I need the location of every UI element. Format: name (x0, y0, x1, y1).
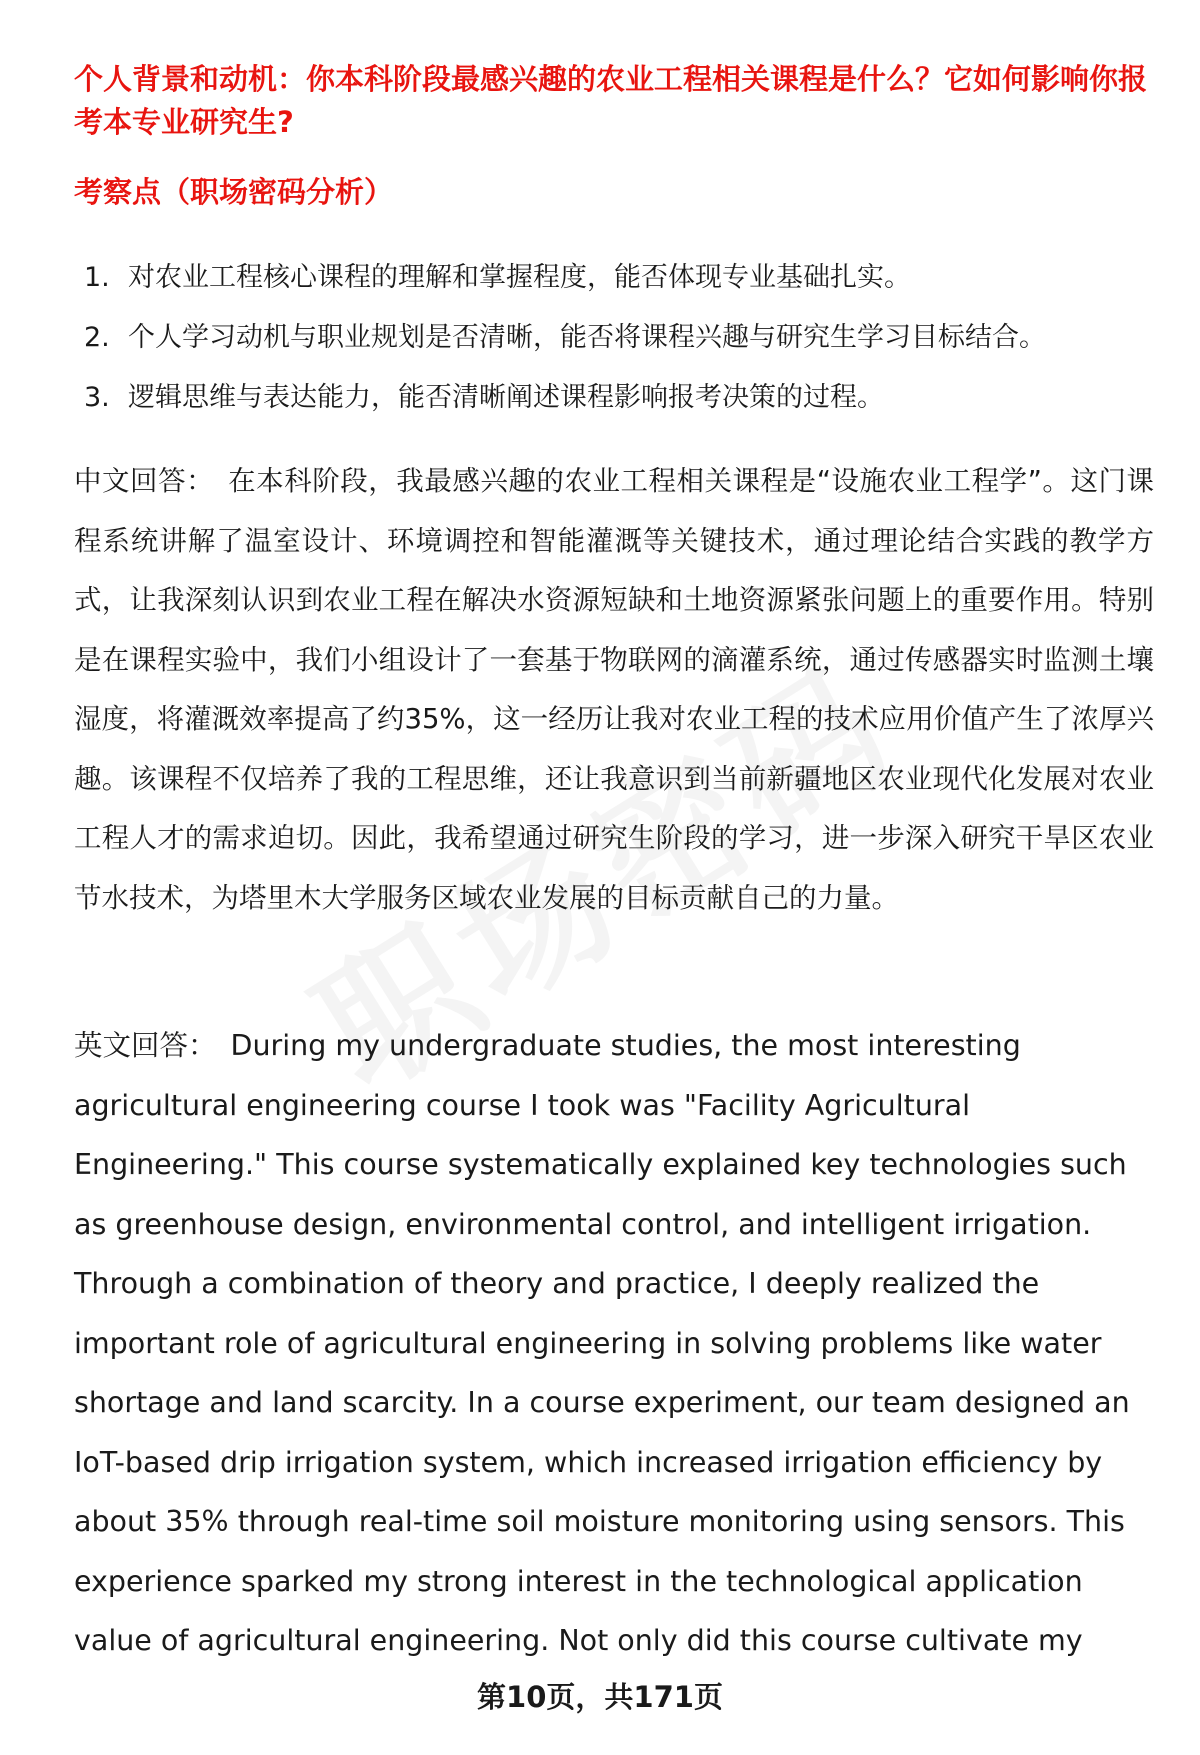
chinese-answer-label: 中文回答： (74, 465, 215, 497)
focus-list (84, 248, 1164, 428)
english-answer-text: During my undergraduate studies, the most interesting agricultural engineering course I took was "Facility Agricultural Engineering." This course systematically explained key technologies such as greenhouse design, environmental control, and intelligent irrigation. Through a combination of theory and practice, I deeply realized the important role of agricultural engineering in solving problems like water shortage and land scarcity. In a course experiment, our team designed an IoT-based drip irrigation system, which increased irrigation efficiency by about 35% through real-time soil moisture monitoring using sensors. This experience sparked my strong interest in the technological application value of agricultural engineering. Not only did this course cultivate my (74, 1029, 1130, 1657)
question-heading: 个人背景和动机：你本科阶段最感兴趣的农业工程相关课程是什么？它如何影响你报考本专业研究生? (74, 62, 1148, 139)
chinese-answer-text: 在本科阶段，我最感兴趣的农业工程相关课程是“设施农业工程学”。这门课程系统讲解了温室设计、环境调控和智能灌溉等关键技术，通过理论结合实践的教学方式，让我深刻认识到农业工程在解决水资源短缺和土地资源紧张问题上的重要作用。特别是在课程实验中，我们小组设计了一套基于物联网的滴灌系统，通过传感器实时监测土壤湿度，将灌溉效率提高了约35%，这一经历让我对农业工程的技术应用价值产生了浓厚兴趣。该课程不仅培养了我的工程思维，还让我意识到当前新疆地区农业现代化发展对农业工程人才的需求迫切。因此，我希望通过研究生阶段的学习，进一步深入研究干旱区农业节水技术，为塔里木大学服务区域农业发展的目标贡献自己的力量。 (74, 465, 1154, 914)
chinese-answer (74, 452, 1154, 928)
list-item-text: 对农业工程核心课程的理解和掌握程度，能否体现专业基础扎实。 (128, 262, 911, 293)
list-item-number: 3. (84, 382, 110, 413)
focus-heading: 考察点（职场密码分析） (74, 175, 394, 209)
list-item (84, 368, 1164, 428)
list-item-text: 个人学习动机与职业规划是否清晰，能否将课程兴趣与研究生学习目标结合。 (128, 322, 1046, 353)
english-answer-label: 英文回答： (74, 1029, 217, 1062)
list-item (84, 248, 1164, 308)
list-item-number: 2. (84, 322, 110, 353)
page-number: 第10页，共171页 (477, 1680, 723, 1714)
english-answer (74, 1016, 1154, 1671)
list-item-text: 逻辑思维与表达能力，能否清晰阐述课程影响报考决策的过程。 (128, 382, 884, 413)
list-item (84, 308, 1164, 368)
list-item-number: 1. (84, 262, 110, 293)
